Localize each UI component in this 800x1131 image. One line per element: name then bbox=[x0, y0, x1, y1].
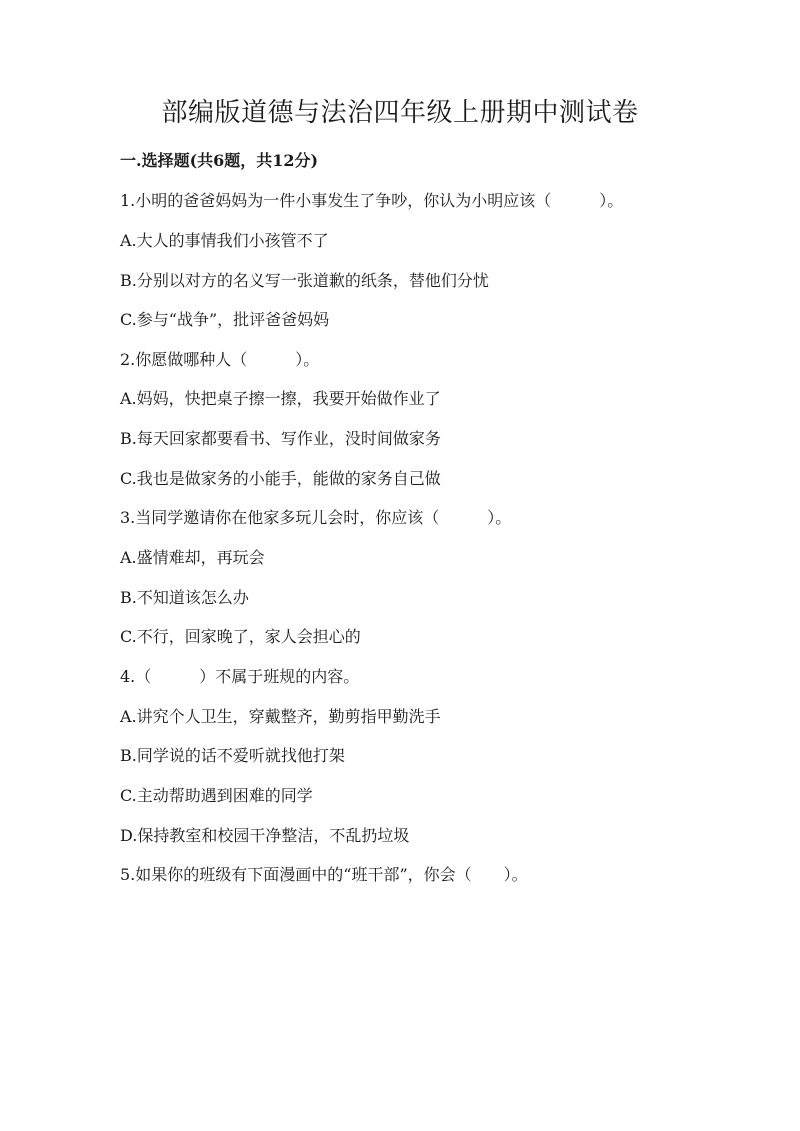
question-1-option-b: B.分别以对方的名义写一张道歉的纸条，替他们分忧 bbox=[120, 271, 489, 290]
question-4-option-c: C.主动帮助遇到困难的同学 bbox=[120, 786, 313, 805]
question-2-option-a: A.妈妈，快把桌子擦一擦，我要开始做作业了 bbox=[120, 389, 441, 408]
question-5-stem: 5.如果你的班级有下面漫画中的“班干部”，你会（ ）。 bbox=[120, 865, 528, 884]
page-title: 部编版道德与法治四年级上册期中测试卷 bbox=[161, 98, 639, 128]
question-3-stem: 3.当同学邀请你在他家多玩儿会时，你应该（ ）。 bbox=[120, 508, 512, 527]
question-2-option-b: B.每天回家都要看书、写作业，没时间做家务 bbox=[120, 429, 441, 448]
question-4-option-d: D.保持教室和校园干净整洁，不乱扔垃圾 bbox=[120, 826, 410, 845]
question-4-option-b: B.同学说的话不爱听就找他打架 bbox=[120, 746, 345, 765]
question-2-stem: 2.你愿做哪种人（ ）。 bbox=[120, 350, 320, 369]
question-1-stem: 1.小明的爸爸妈妈为一件小事发生了争吵，你认为小明应该（ ）。 bbox=[120, 191, 624, 210]
question-3-option-a: A.盛情难却，再玩会 bbox=[120, 548, 265, 567]
question-3-option-c: C.不行，回家晚了，家人会担心的 bbox=[120, 627, 361, 646]
question-3-option-b: B.不知道该怎么办 bbox=[120, 588, 249, 607]
section-heading: 一.选择题(共6题，共12分) bbox=[120, 151, 319, 170]
question-4-stem: 4.（ ）不属于班规的内容。 bbox=[120, 667, 360, 686]
question-1-option-c: C.参与“战争”，批评爸爸妈妈 bbox=[120, 310, 330, 329]
question-2-option-c: C.我也是做家务的小能手，能做的家务自己做 bbox=[120, 469, 441, 488]
question-4-option-a: A.讲究个人卫生，穿戴整齐，勤剪指甲勤洗手 bbox=[120, 707, 441, 726]
question-1-option-a: A.大人的事情我们小孩管不了 bbox=[120, 231, 329, 250]
